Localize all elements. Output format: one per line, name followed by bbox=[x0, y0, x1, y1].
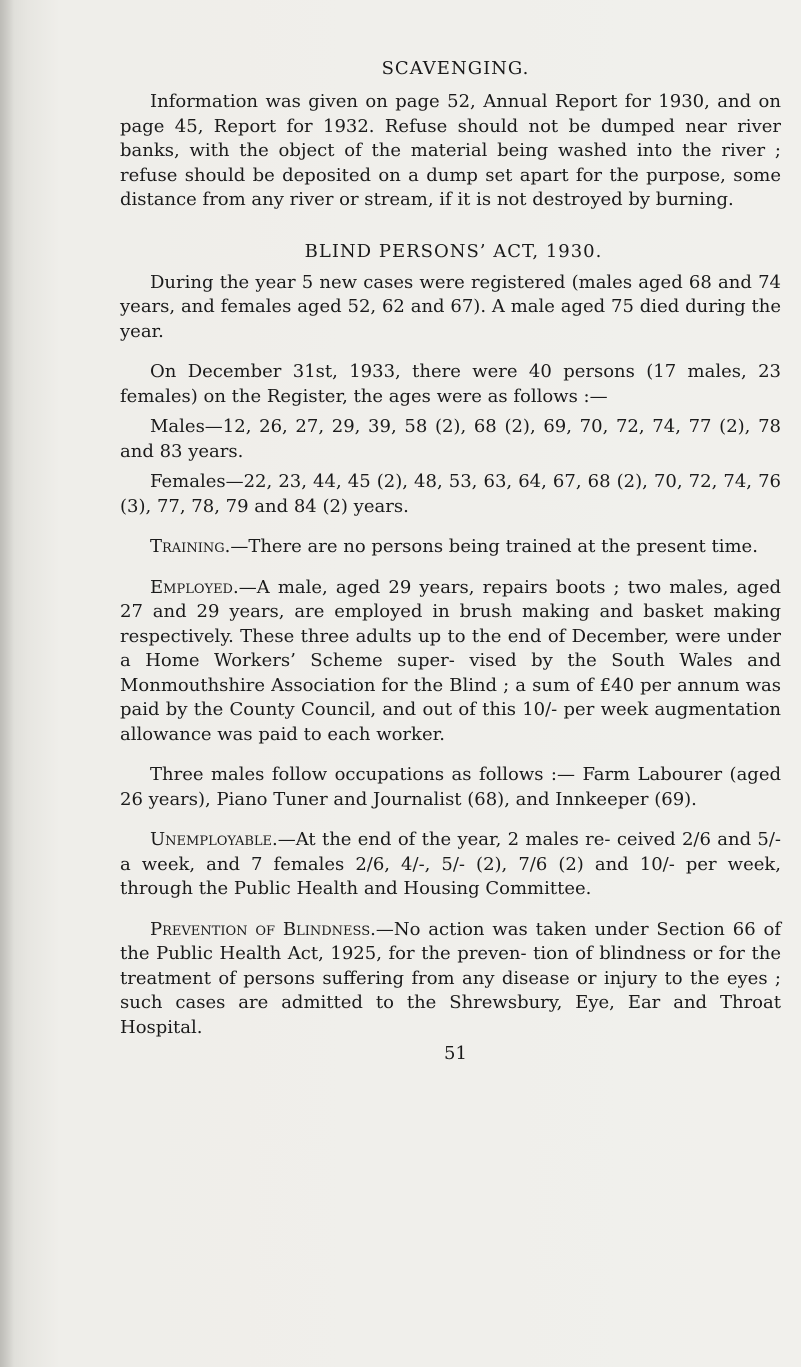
training-label: Training. bbox=[150, 536, 231, 557]
unemployable-label: Unemployable. bbox=[150, 829, 278, 850]
employed-text: —A male, aged 29 years, repairs boots ; two males, aged 27 and 29 years, are employed in brush making and basket making respectively. These three adults up to the end of December, were under a Home Workers’ Scheme super- vised by the South Wales and Monmouthshire Association for the Blind ; a sum of £40 per annum was paid by the County Council, and out of this 10/- per week augmentation allowance was paid to each worker. bbox=[120, 576, 781, 745]
scavenging-heading: SCAVENGING. bbox=[381, 58, 530, 79]
training-paragraph bbox=[120, 535, 781, 560]
page-number: 51 bbox=[444, 1043, 467, 1064]
females-ages-paragraph: Females—22, 23, 44, 45 (2), 48, 53, 63, 64, 67, 68 (2), 70, 72, 74, 76 (3), 77, 78, 79 and 84 (2) years. bbox=[120, 471, 781, 517]
new-cases-paragraph: During the year 5 new cases were registered (males aged 68 and 74 years, and females aged 52, 62 and 67). A male aged 75 died during the year. bbox=[120, 271, 781, 342]
employed-paragraph bbox=[120, 576, 781, 748]
prevention-text: —No action was taken under Section 66 of the Public Health Act, 1925, for the preven- tion of blindness or for the treatment of persons suffering from any disease or injury to the eyes ; such cases are admitted to the Shrewsbury, Eye, Ear and Throat Hospital. bbox=[120, 918, 781, 1038]
scavenging-paragraph: Information was given on page 52, Annual Report for 1930, and on page 45, Report for 1932. Refuse should not be dumped near river banks, with the object of the material being washed into the river ; refuse should be deposited on a dump set apart for the purpose, some distance from any river or stream, if it is not destroyed by burning. bbox=[120, 91, 781, 210]
blind-persons-heading: BLIND PERSONS’ ACT, 1930. bbox=[304, 240, 603, 262]
unemployable-paragraph bbox=[120, 828, 781, 902]
occupations-paragraph: Three males follow occupations as follows :— Farm Labourer (aged 26 years), Piano Tuner and Journalist (68), and Innkeeper (69). bbox=[120, 764, 781, 810]
training-text: —There are no persons being trained at the present time. bbox=[230, 536, 758, 557]
prevention-label: Prevention of Blindness. bbox=[150, 918, 376, 940]
employed-label: Employed. bbox=[150, 576, 239, 598]
unemployable-text: —At the end of the year, 2 males re- ceived 2/6 and 5/- a week, and 7 females 2/6, 4/-, 5/- (2), 7/6 (2) and 10/- per week, through the Public Health and Housing Committee. bbox=[120, 829, 781, 899]
scavenging-section bbox=[120, 58, 781, 213]
males-ages-paragraph: Males—12, 26, 27, 29, 39, 58 (2), 68 (2), 69, 70, 72, 74, 77 (2), 78 and 83 years. bbox=[120, 416, 781, 462]
page-edge-shadow bbox=[0, 0, 14, 1367]
blind-persons-section bbox=[120, 241, 781, 1041]
prevention-paragraph bbox=[120, 918, 781, 1041]
register-paragraph: On December 31st, 1933, there were 40 persons (17 males, 23 females) on the Register, the ages were as follows :— bbox=[120, 361, 781, 407]
